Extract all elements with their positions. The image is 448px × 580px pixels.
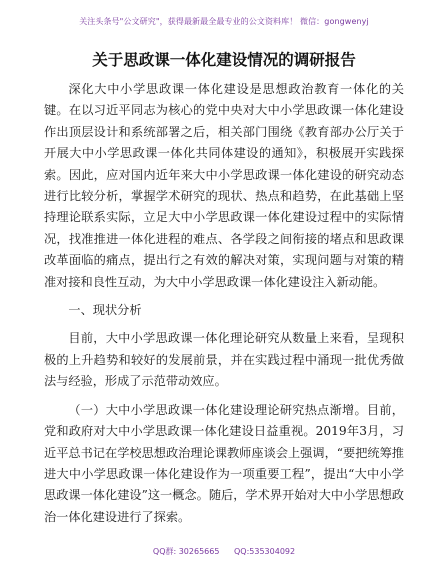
footer (0, 546, 448, 557)
footer-qq: QQ:535304092 (234, 547, 296, 556)
section-heading: 一、现状分析 (68, 303, 142, 318)
paragraph-intro: 深化大中小学思政课一体化建设是思想政治教育一体化的关键。在以习近平同志为核心的党中央对大中小学思政课一体化建设作出顶层设计和系统部署之后，相关部门围绕《教育部办公厅关于开展大中小学思政课一体化共同体建设的通知》，积极展开实践探索。因此，应对国内近年来大中小学思政课一体化建设的研究动态进行比较分析，掌握学术研究的现状、热点和趋势，在此基础上坚持理论联系实际，立足大中小学思政课一体化建设过程中的实际情况，找准推进一体化进程的难点、各学段之间衔接的堵点和思政课改革面临的痛点，提出行之有效的解决对策，实现问题与对策的精准对接和良性互动，为大中小学思政课一体化建设注入新动能。 (44, 82, 404, 289)
paragraph-status: 目前，大中小学思政课一体化理论研究从数量上来看，呈现积极的上升趋势和较好的发展前景，并在实践过程中涌现一批优秀做法与经验，形成了示范带动效应。 (44, 331, 404, 389)
paragraph-theory: （一）大中小学思政课一体化建设理论研究热点渐增。目前，党和政府对大中小学思政课一体化建设日益重视。2019年3月，习近平总书记在学校思想政治理论课教师座谈会上强调，“要把统筹推进大中小学思政课一体化建设作为一项重要工程”，提出“大中小学思政课一体化建设”这一概念。随后，学术界开始对大中小学思想政治一体化建设进行了探索。 (44, 402, 404, 524)
banner-text: 关注头条号"公文研究"，获得最新最全最专业的公文资料库！ 微信：gongwenyj (79, 16, 369, 26)
document-title: 关于思政课一体化建设情况的调研报告 (92, 51, 356, 69)
header-banner (0, 0, 448, 42)
document-body (44, 79, 404, 528)
footer-qq-group: QQ群: 30265665 (152, 547, 220, 556)
